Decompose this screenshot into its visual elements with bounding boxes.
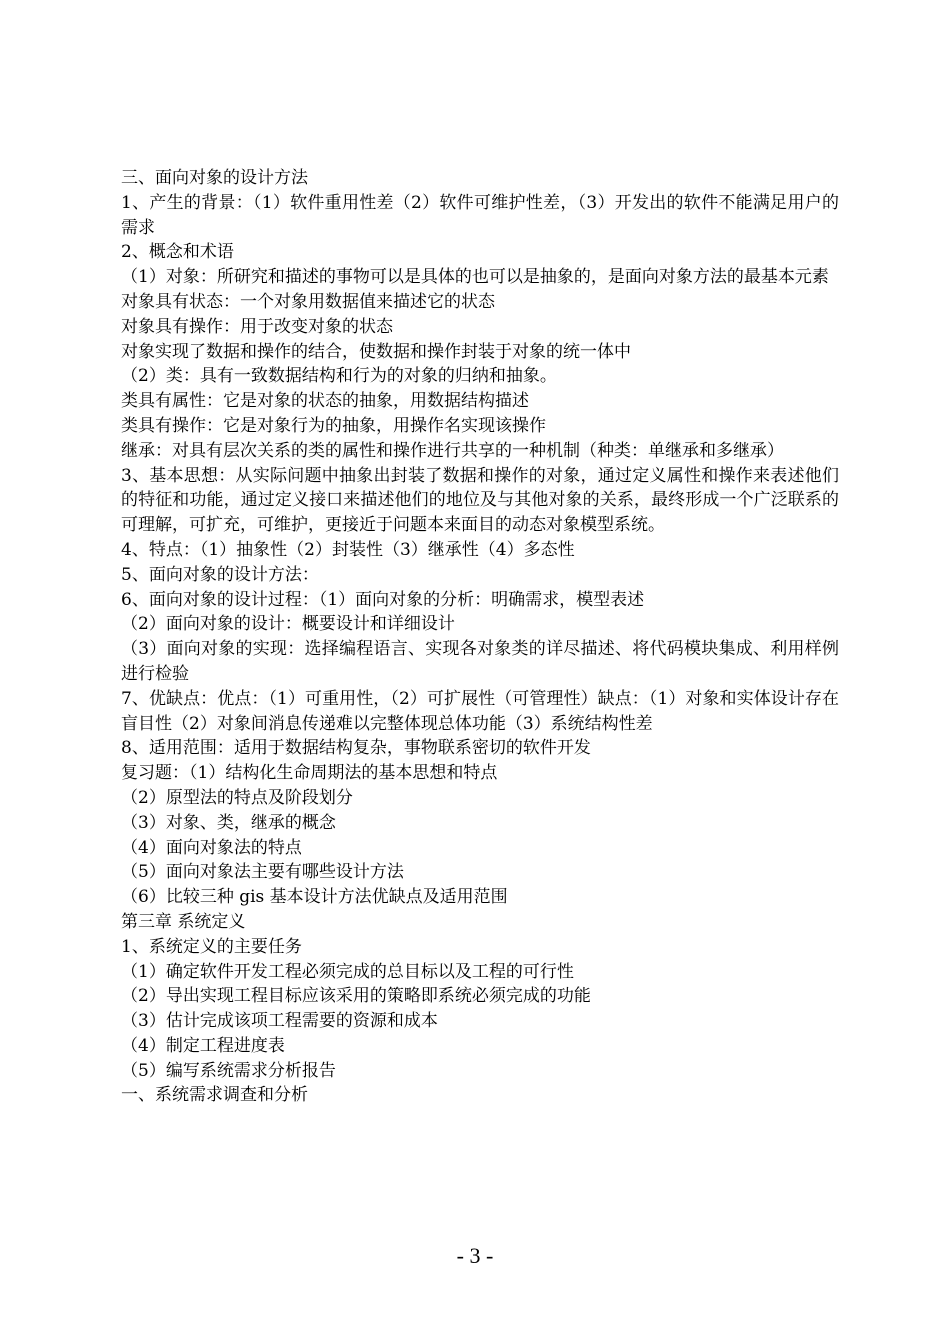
paragraph-object-state: 对象具有状态：一个对象用数据值来描述它的状态 (121, 291, 495, 312)
task-item-5: （5）编写系统需求分析报告 (121, 1060, 336, 1081)
task-item-4: （4）制定工程进度表 (121, 1035, 285, 1056)
paragraph-class-attribute: 类具有属性：它是对象的状态的抽象，用数据结构描述 (121, 391, 529, 412)
review-question-2: （2）原型法的特点及阶段划分 (121, 787, 353, 808)
paragraph-object-encapsulation: 对象实现了数据和操作的结合，使数据和操作封装于对象的统一体中 (121, 341, 631, 362)
document-body (121, 166, 839, 1108)
subheading-main-tasks: 1、系统定义的主要任务 (121, 936, 302, 957)
review-question-1: 复习题：（1）结构化生命周期法的基本思想和特点 (121, 763, 498, 784)
paragraph-pros-cons: 7、优缺点：优点：（1）可重用性，（2）可扩展性（可管理性）缺点：（1）对象和实体设计存在盲目性（2）对象间消息传递难以完整体现总体功能（3）系统结构性差 (121, 688, 839, 734)
section-heading-oo-design: 三、面向对象的设计方法 (121, 168, 308, 188)
task-item-2: （2）导出实现工程目标应该采用的策略即系统必须完成的功能 (121, 986, 591, 1007)
review-question-6: （6）比较三种 gis 基本设计方法优缺点及适用范围 (121, 887, 508, 908)
paragraph-object-operation: 对象具有操作：用于改变对象的状态 (121, 316, 393, 337)
paragraph-oo-implementation: （3）面向对象的实现：选择编程语言、实现各对象类的详尽描述、将代码模块集成、利用样例进行检验 (121, 639, 839, 684)
subheading-concepts: 2、概念和术语 (121, 242, 234, 263)
paragraph-scope: 8、适用范围：适用于数据结构复杂，事物联系密切的软件开发 (121, 738, 591, 759)
paragraph-design-methods: 5、面向对象的设计方法： (121, 564, 319, 585)
page-number: - 3 - (456, 1243, 494, 1268)
paragraph-basic-idea: 3、基本思想：从实际问题中抽象出封装了数据和操作的对象，通过定义属性和操作来表述他们的特征和功能，通过定义接口来描述他们的地位及与其他对象的关系，最终形成一个广泛联系的可理解，可扩充，可维护，更接近于问题本来面目的动态对象模型系统。 (121, 465, 839, 536)
paragraph-class: （2）类：具有一致数据结构和行为的对象的归纳和抽象。 (121, 366, 557, 387)
review-question-4: （4）面向对象法的特点 (121, 837, 302, 858)
review-question-3: （3）对象、类，继承的概念 (121, 812, 336, 833)
paragraph-class-operation: 类具有操作：它是对象行为的抽象，用操作名实现该操作 (121, 415, 546, 436)
paragraph-object: （1）对象：所研究和描述的事物可以是具体的也可以是抽象的，是面向对象方法的最基本元素 (121, 267, 829, 288)
paragraph-oo-design-step: （2）面向对象的设计：概要设计和详细设计 (121, 614, 455, 635)
section-heading-requirements: 一、系统需求调查和分析 (121, 1085, 308, 1106)
paragraph-design-process: 6、面向对象的设计过程：（1）面向对象的分析：明确需求，模型表述 (121, 589, 645, 610)
task-item-3: （3）估计完成该项工程需要的资源和成本 (121, 1011, 438, 1032)
review-question-5: （5）面向对象法主要有哪些设计方法 (121, 862, 404, 883)
paragraph-inheritance: 继承：对具有层次关系的类的属性和操作进行共享的一种机制（种类：单继承和多继承） (121, 440, 784, 461)
paragraph-background: 1、产生的背景：（1）软件重用性差（2）软件可维护性差，（3）开发出的软件不能满足用户的需求 (121, 192, 839, 238)
chapter-heading: 第三章 系统定义 (121, 911, 246, 932)
paragraph-features: 4、特点：（1）抽象性（2）封装性（3）继承性（4）多态性 (121, 539, 575, 560)
task-item-1: （1）确定软件开发工程必须完成的总目标以及工程的可行性 (121, 961, 574, 982)
